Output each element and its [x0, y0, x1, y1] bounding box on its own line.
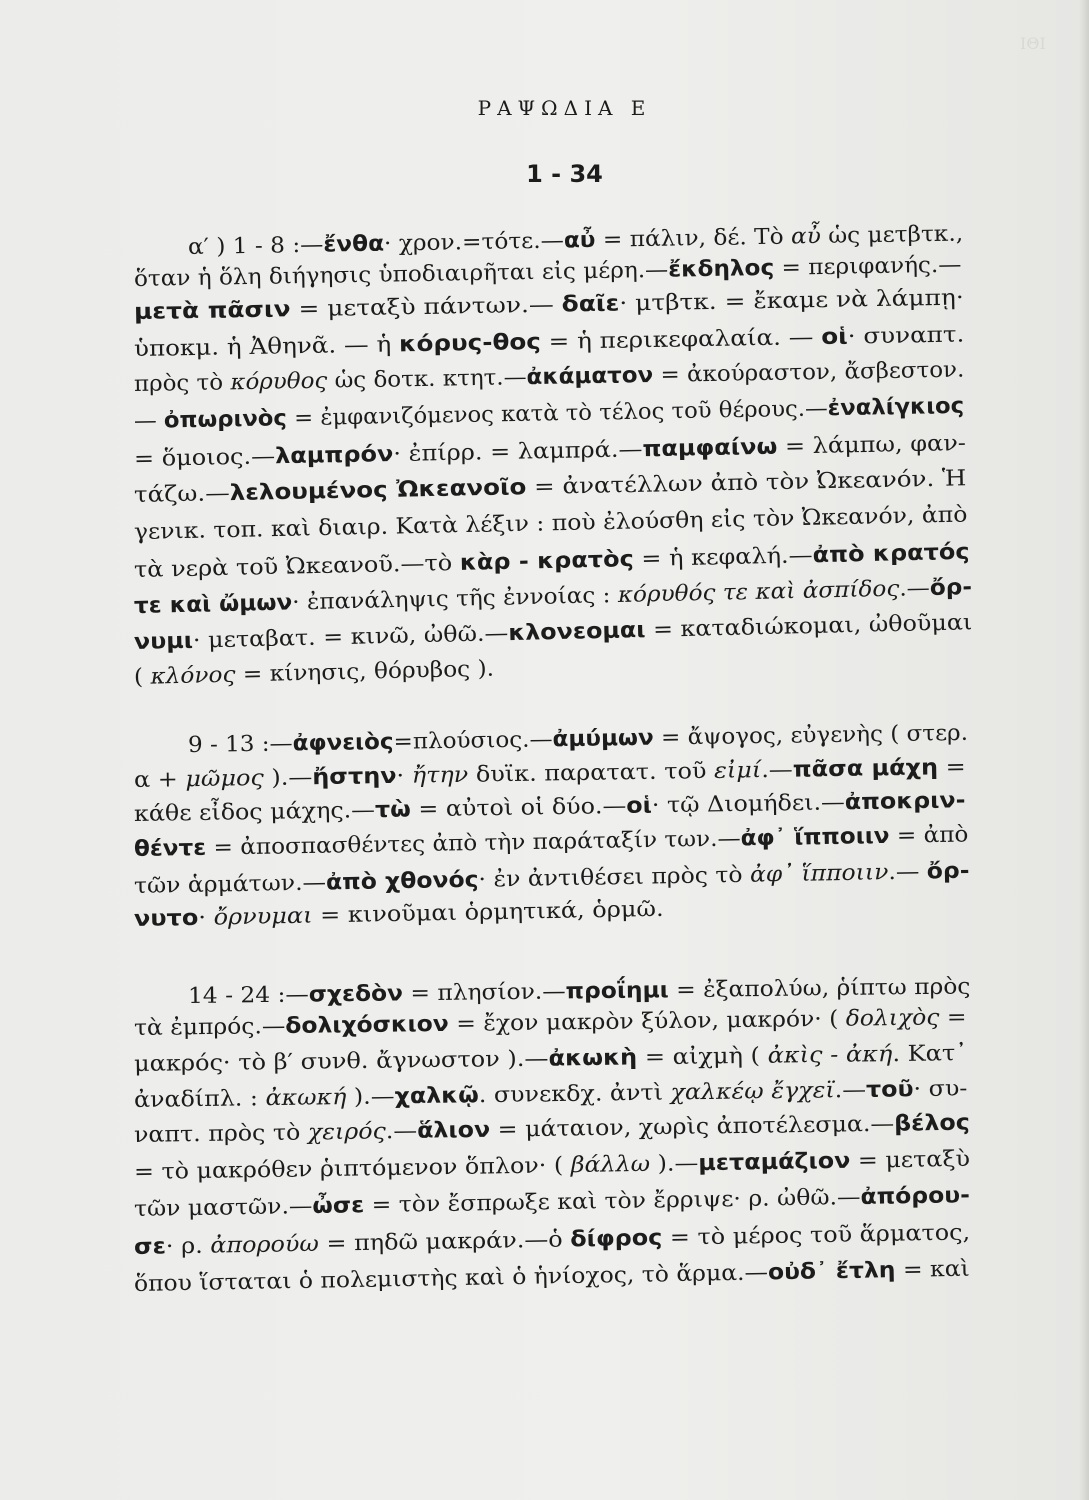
- lemma-term: θέντε: [133, 835, 207, 862]
- lemma-term: χαλκῷ: [394, 1083, 479, 1110]
- page-edge-shadow: [1079, 0, 1089, 1500]
- lemma-term: νυτο: [133, 905, 199, 932]
- gloss-text: · συναπτ.: [847, 322, 965, 350]
- gloss-text: (: [133, 664, 151, 690]
- lemma-term: τε καὶ ὤμων: [133, 590, 293, 619]
- gloss-text: · ἐπανάληψις τῆς ἐννοίας :: [291, 583, 619, 616]
- text-line: [134, 857, 970, 902]
- gloss-text: = ἔχον μακρὸν ξύλον, μακρόν· (: [448, 1006, 846, 1037]
- lemma-term: βέλος: [894, 1110, 970, 1137]
- lemma-term: λελουμένος Ὠκεανοῖο: [229, 475, 527, 507]
- gloss-text: = ἐξαπολύω, ῥίπτω πρὸς: [668, 974, 971, 1004]
- lemma-term: λαμπρόν: [274, 442, 394, 470]
- italic-quote: βάλλω: [570, 1151, 651, 1179]
- gloss-text: = πηδῶ μακράν.—ὁ: [318, 1227, 571, 1257]
- lemma-term: ἀπόρου-: [860, 1183, 971, 1210]
- gloss-text: = μεταξὺ: [850, 1146, 971, 1174]
- italic-quote: ὄρνυμαι: [213, 903, 313, 931]
- gloss-text: δυϊκ. παρατατ. τοῦ: [468, 758, 715, 788]
- text-line: [134, 1181, 970, 1225]
- gloss-text: · ἐπίρρ. = λαμπρά.—: [393, 437, 643, 468]
- gloss-text: =: [939, 1005, 967, 1031]
- italic-quote: ἀκωκή: [265, 1085, 347, 1112]
- ghost-page-marker: ΙΘΙ: [1020, 34, 1046, 53]
- lemma-term: ἀμύμων: [552, 725, 654, 753]
- gloss-text: = ἀνατέλλων ἀπὸ τὸν Ὠκεανόν. Ἡ: [526, 466, 967, 501]
- gloss-text: = ὅμοιος.—: [133, 444, 276, 472]
- lemma-term: παμφαίνω: [642, 434, 778, 463]
- gloss-text: = τὸ μέρος τοῦ ἅρματος,: [662, 1220, 971, 1251]
- text-line: [134, 655, 495, 693]
- gloss-text: ).—: [263, 765, 313, 791]
- lemma-term: ἀφνειὸς: [292, 729, 394, 757]
- lemma-term: τὼ: [374, 797, 412, 824]
- lemma-term: κόρυς-θος: [398, 329, 542, 358]
- verse-range-heading: 1 - 34: [526, 160, 603, 188]
- gloss-text: = ἀποσπασθέντες ἀπὸ τὴν παράταξίν των.—: [205, 826, 741, 861]
- gloss-text: ὡς μετβτκ.,: [820, 221, 964, 249]
- gloss-text: = κίνησις, θόρυβος ).: [235, 656, 495, 688]
- lemma-term: σε: [133, 1234, 167, 1260]
- italic-quote: ἀπορούω: [210, 1231, 320, 1259]
- gloss-text: = ἄψογος, εὐγενὴς ( στερ.: [653, 720, 969, 751]
- gloss-text: = αἰχμὴ (: [637, 1043, 768, 1071]
- gloss-text: · μεταβατ. = κινῶ, ὠθῶ.—: [192, 621, 509, 654]
- lemma-term: ἀκάματον: [526, 362, 654, 391]
- gloss-text: ὅπου ἵσταται ὁ πολεμιστὴς καὶ ὁ ἡνίοχος, τὸ ἅρμα.—: [133, 1260, 769, 1297]
- gloss-text: = κινοῦμαι ὁρμητικά, ὁρμῶ.: [312, 896, 664, 929]
- gloss-text: = ἡ κεφαλή.—: [633, 543, 813, 573]
- lemma-term: ἐναλίγκιος: [827, 393, 965, 422]
- lemma-term: ἀπὸ χθονός: [325, 867, 479, 896]
- gloss-text: = τὸ μακρόθεν ῥιπτόμενον ὅπλον· (: [133, 1153, 571, 1185]
- gloss-text: . Κατ᾽: [892, 1041, 968, 1068]
- gloss-text: ).—: [346, 1084, 395, 1111]
- gloss-text: = ἀκούραστον, ἄσβεστον.: [652, 357, 965, 388]
- gloss-text: .—: [888, 859, 928, 886]
- italic-quote: ἀκὶς - ἀκή: [767, 1042, 893, 1069]
- lemma-term: κὰρ - κρατὸς: [459, 547, 635, 576]
- gloss-text: ὅταν ἡ ὅλη διήγησις ὑποδιαιρῆται εἰς μέρη.—: [133, 257, 669, 292]
- gloss-text: πρὸς τὸ: [133, 370, 231, 397]
- italic-quote: ἤτην: [411, 762, 469, 789]
- lemma-term: ἤστην: [312, 763, 397, 791]
- gloss-text: .—: [899, 575, 931, 602]
- lemma-term: ἀφ᾽ ἵπποιιν: [740, 823, 890, 852]
- gloss-text: = μεταξὺ πάντων.—: [290, 292, 562, 323]
- gloss-text: κάθε εἶδος μάχης.—: [133, 798, 376, 827]
- gloss-text: · ἐν ἀντιθέσει πρὸς τὸ: [478, 862, 751, 893]
- gloss-text: =πλούσιος.—: [393, 727, 553, 755]
- gloss-text: · μτβτκ. = ἔκαμε νὰ λάμπῃ·: [619, 285, 964, 317]
- italic-quote: αὖ: [790, 223, 822, 250]
- lemma-term: ὄρ-: [929, 574, 973, 601]
- lemma-term: προΐημι: [565, 978, 669, 1005]
- gloss-text: =: [937, 754, 966, 781]
- text-line: [134, 392, 965, 437]
- lemma-term: ὄρ-: [926, 858, 970, 885]
- italic-quote: δολιχὸς: [845, 1005, 940, 1032]
- gloss-text: .—: [761, 757, 793, 784]
- text-line: [134, 1039, 968, 1080]
- gloss-text: 9 - 13 :—: [187, 731, 293, 758]
- italic-quote: χαλκέῳ ἔγχεϊ: [670, 1078, 835, 1106]
- lemma-term: ἔνθα: [323, 231, 385, 258]
- gloss-text: α +: [133, 767, 186, 793]
- gloss-text: = αὐτοὶ οἱ δύο.—: [410, 793, 627, 823]
- gloss-text: α′ ) 1 - 8 :—: [187, 232, 324, 260]
- gloss-text: τὰ ἐμπρός.—: [133, 1014, 286, 1041]
- gloss-text: ὑποκμ. ἡ Ἀθηνᾶ. — ἡ: [133, 332, 400, 362]
- gloss-text: = καὶ: [895, 1256, 970, 1284]
- gloss-text: τάζω.—: [133, 481, 230, 508]
- italic-quote: κόρυθός τε καὶ ἀσπίδος: [617, 576, 900, 609]
- italic-quote: χειρός: [307, 1119, 387, 1146]
- gloss-text: τὰ νερὰ τοῦ Ὠκεανοῦ.—τὸ: [133, 550, 461, 583]
- gloss-text: μακρός· τὸ β′ συνθ. ἄγνωστον ).—: [133, 1046, 549, 1077]
- lemma-term: δίφρος: [570, 1225, 663, 1253]
- italic-quote: κλόνος: [150, 662, 236, 690]
- lemma-term: οὐδ᾽ ἔτλη: [767, 1258, 896, 1286]
- gloss-text: —: [133, 408, 165, 434]
- italic-quote: εἰμί: [713, 758, 762, 784]
- lemma-term: δαῖε: [561, 291, 620, 318]
- gloss-text: ὡς δοτκ. κτητ.—: [327, 365, 527, 394]
- gloss-text: τῶν ἁρμάτων.—: [133, 870, 327, 899]
- gloss-text: . συνεκδχ. ἀντὶ: [478, 1080, 671, 1109]
- gloss-text: .—: [385, 1118, 418, 1145]
- gloss-text: = λάμπω, φαν-: [777, 431, 967, 460]
- gloss-text: ἀναδίπλ. :: [133, 1086, 266, 1113]
- text-line: [134, 1145, 970, 1188]
- italic-quote: μῶμος: [185, 765, 265, 793]
- gloss-text: = τὸν ἔσπρωξε καὶ τὸν ἔρριψε· ρ. ὠθῶ.—: [364, 1184, 861, 1219]
- lemma-term: ἔκδηλος: [668, 255, 775, 283]
- gloss-text: ·: [396, 763, 412, 789]
- lemma-term: μεταμάζιον: [698, 1148, 851, 1177]
- gloss-text: = πλησίον.—: [402, 979, 566, 1007]
- lemma-term: σχεδὸν: [308, 981, 404, 1008]
- gloss-text: ).—: [649, 1151, 699, 1177]
- text-line: [134, 1109, 970, 1151]
- gloss-text: = ἀπὸ: [889, 822, 969, 849]
- lemma-term: ἀποκριν-: [844, 788, 966, 816]
- lemma-term: ἀπὸ κρατός: [812, 539, 970, 569]
- italic-quote: ἀφ᾽ ἵπποιιν: [749, 860, 889, 888]
- gloss-text: τῶν μαστῶν.—: [133, 1194, 313, 1222]
- gloss-text: ναπτ. πρὸς τὸ: [133, 1120, 309, 1148]
- lemma-term: νυμι: [133, 628, 194, 655]
- gloss-text: ·: [198, 905, 214, 931]
- gloss-text: = περιφανής.—: [773, 252, 962, 281]
- lemma-term: μετὰ πᾶσιν: [133, 297, 291, 325]
- lemma-term: τοῦ: [865, 1077, 914, 1103]
- gloss-text: = πάλιν, δέ. Τὸ: [595, 224, 792, 253]
- lemma-term: αὖ: [563, 227, 596, 254]
- lemma-term: οἱ: [821, 324, 848, 351]
- gloss-text: = ἐμφανιζόμενος κατὰ τὸ τέλος τοῦ θέρους.—: [286, 396, 828, 432]
- gloss-text: · συ-: [913, 1076, 968, 1103]
- text-line: [134, 1255, 970, 1300]
- lemma-term: ὀπωρινὸς: [163, 406, 288, 434]
- gloss-text: · ρ.: [165, 1233, 211, 1260]
- lemma-term: ἅλιον: [416, 1117, 491, 1144]
- gloss-text: · τῷ Διομήδει.—: [651, 790, 846, 819]
- lemma-term: οἱ: [626, 793, 653, 819]
- lemma-term: ὦσε: [312, 1193, 365, 1220]
- lemma-term: δολιχόσκιον: [285, 1011, 449, 1040]
- gloss-text: .—: [834, 1077, 867, 1104]
- gloss-text: = μάταιον, χωρὶς ἀποτέλεσμα.—: [489, 1111, 895, 1143]
- text-line: [134, 895, 664, 935]
- chapter-title: ΡΑΨΩΔΙΑ Ε: [477, 96, 652, 120]
- gloss-text: · χρον.=τότε.—: [383, 228, 565, 257]
- lemma-term: πᾶσα μάχη: [792, 755, 939, 783]
- lemma-term: ἀκωκὴ: [548, 1045, 638, 1072]
- gloss-text: 14 - 24 :—: [187, 982, 309, 1009]
- italic-quote: κόρυθος: [230, 368, 328, 396]
- gloss-text: = καταδιώκομαι, ὠθοῦμαι: [645, 610, 973, 643]
- lemma-term: κλονεομαι: [508, 617, 646, 647]
- gloss-text: = ἡ περικεφαλαία. —: [540, 325, 822, 355]
- gloss-text: γενικ. τοπ. καὶ διαιρ. Κατὰ λέξιν : ποὺ ἐλούσθη εἰς τὸν Ὠκεανόν, ἀπὸ: [133, 502, 968, 545]
